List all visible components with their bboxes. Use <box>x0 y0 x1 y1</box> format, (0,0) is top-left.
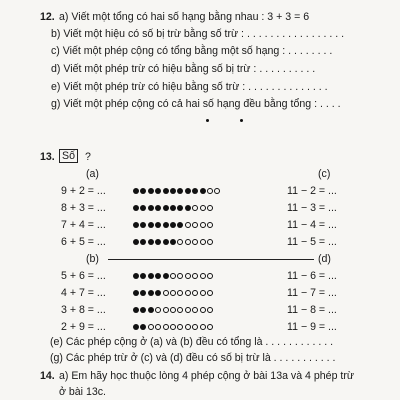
open-dot <box>185 273 191 279</box>
filled-dot <box>140 290 146 296</box>
open-dot <box>200 239 206 245</box>
filled-dot <box>163 188 169 194</box>
subtraction-equation: 11 − 5 = ... <box>287 236 337 248</box>
filled-dot <box>140 188 146 194</box>
filled-dot <box>148 290 154 296</box>
open-dot <box>200 290 206 296</box>
open-dot <box>214 188 220 194</box>
filled-dot <box>133 324 139 330</box>
q12-c: c) Viết một phép cộng có tổng bằng một số hạng : . . . . . . . . <box>51 45 333 57</box>
open-dot <box>207 205 213 211</box>
subtraction-equation: 11 − 3 = ... <box>287 202 337 214</box>
filled-dot <box>163 205 169 211</box>
filled-dot <box>140 222 146 228</box>
open-dot <box>155 307 161 313</box>
open-dot <box>177 273 183 279</box>
addition-equation: 7 + 4 = ... <box>61 219 106 231</box>
q12-d: d) Viết một phép trừ có hiệu bằng số bị trừ : . . . . . . . . . . <box>51 63 316 75</box>
open-dot <box>177 239 183 245</box>
counting-dots <box>133 287 213 299</box>
q12-a: a) Viết một tổng có hai số hạng bằng nhau : 3 + 3 = 6 <box>59 11 310 23</box>
filled-dot <box>155 239 161 245</box>
filled-dot <box>170 188 176 194</box>
q14-number: 14. <box>40 370 55 382</box>
open-dot <box>207 188 213 194</box>
open-dot <box>170 307 176 313</box>
q12-number: 12. <box>40 11 55 23</box>
counting-dots <box>133 270 213 282</box>
open-dot <box>170 273 176 279</box>
filled-dot <box>170 239 176 245</box>
subtraction-equation: 11 − 2 = ... <box>287 185 337 197</box>
subtraction-equation: 11 − 7 = ... <box>287 287 337 299</box>
open-dot <box>200 324 206 330</box>
open-dot <box>207 307 213 313</box>
filled-dot <box>200 188 206 194</box>
filled-dot <box>177 188 183 194</box>
open-dot <box>163 324 169 330</box>
filled-dot <box>148 222 154 228</box>
open-dot <box>192 205 198 211</box>
addition-equation: 2 + 9 = ... <box>61 321 106 333</box>
filled-dot <box>133 273 139 279</box>
filled-dot <box>148 188 154 194</box>
q12-g: g) Viết một phép cộng có cả hai số hạng đều bằng tổng : . . . . <box>51 98 341 110</box>
stray-dot <box>206 119 209 122</box>
filled-dot <box>155 273 161 279</box>
filled-dot <box>163 239 169 245</box>
open-dot <box>207 222 213 228</box>
counting-dots <box>133 219 213 231</box>
counting-dots <box>133 202 213 214</box>
subtraction-equation: 11 − 9 = ... <box>287 321 337 333</box>
filled-dot <box>133 290 139 296</box>
open-dot <box>163 307 169 313</box>
filled-dot <box>148 307 154 313</box>
open-dot <box>185 239 191 245</box>
open-dot <box>177 324 183 330</box>
filled-dot <box>133 239 139 245</box>
counting-dots <box>133 321 213 333</box>
open-dot <box>185 290 191 296</box>
filled-dot <box>148 239 154 245</box>
counting-dots <box>133 185 220 197</box>
filled-dot <box>177 222 183 228</box>
open-dot <box>207 290 213 296</box>
q13-g: (g) Các phép trừ ở (c) và (d) đều có số bị trừ là . . . . . . . . . . . <box>50 352 336 364</box>
group-label-d: (d) <box>318 253 331 265</box>
q12-e: e) Viết một phép trừ có hiệu bằng số trừ : . . . . . . . . . . . . . . <box>51 81 328 93</box>
counting-dots <box>133 236 213 248</box>
open-dot <box>155 324 161 330</box>
open-dot <box>177 307 183 313</box>
filled-dot <box>140 273 146 279</box>
counting-dots <box>133 304 213 316</box>
open-dot <box>170 324 176 330</box>
open-dot <box>192 273 198 279</box>
open-dot <box>200 205 206 211</box>
filled-dot <box>140 307 146 313</box>
filled-dot <box>140 205 146 211</box>
open-dot <box>207 273 213 279</box>
group-label-a: (a) <box>86 168 99 180</box>
open-dot <box>192 307 198 313</box>
open-dot <box>192 290 198 296</box>
filled-dot <box>140 324 146 330</box>
filled-dot <box>155 222 161 228</box>
addition-equation: 5 + 6 = ... <box>61 270 106 282</box>
open-dot <box>207 239 213 245</box>
q13-boxed-label: Số <box>59 149 78 163</box>
filled-dot <box>192 188 198 194</box>
filled-dot <box>133 222 139 228</box>
divider-line <box>108 259 314 260</box>
addition-equation: 4 + 7 = ... <box>61 287 106 299</box>
filled-dot <box>185 188 191 194</box>
filled-dot <box>140 239 146 245</box>
addition-equation: 9 + 2 = ... <box>61 185 106 197</box>
q13-number: 13. <box>40 151 55 163</box>
filled-dot <box>155 188 161 194</box>
open-dot <box>148 324 154 330</box>
q12-b: b) Viết một hiệu có số bị trừ bằng số trừ : . . . . . . . . . . . . . . . . . <box>51 28 345 40</box>
q14-line2: ở bài 13c. <box>59 386 106 398</box>
group-label-b: (b) <box>86 253 99 265</box>
filled-dot <box>155 205 161 211</box>
filled-dot <box>133 307 139 313</box>
filled-dot <box>133 188 139 194</box>
open-dot <box>185 324 191 330</box>
open-dot <box>177 290 183 296</box>
filled-dot <box>170 222 176 228</box>
filled-dot <box>148 273 154 279</box>
filled-dot <box>163 273 169 279</box>
addition-equation: 3 + 8 = ... <box>61 304 106 316</box>
filled-dot <box>148 205 154 211</box>
addition-equation: 6 + 5 = ... <box>61 236 106 248</box>
open-dot <box>192 324 198 330</box>
subtraction-equation: 11 − 8 = ... <box>287 304 337 316</box>
open-dot <box>185 307 191 313</box>
open-dot <box>170 290 176 296</box>
open-dot <box>207 324 213 330</box>
subtraction-equation: 11 − 4 = ... <box>287 219 337 231</box>
q14-line1: a) Em hãy học thuộc lòng 4 phép cộng ở bài 13a và 4 phép trừ <box>59 370 354 382</box>
open-dot <box>200 273 206 279</box>
filled-dot <box>163 222 169 228</box>
q13-question-mark: ? <box>85 151 91 163</box>
open-dot <box>200 307 206 313</box>
filled-dot <box>185 205 191 211</box>
stray-dot <box>240 119 243 122</box>
addition-equation: 8 + 3 = ... <box>61 202 106 214</box>
filled-dot <box>155 290 161 296</box>
open-dot <box>163 290 169 296</box>
open-dot <box>192 222 198 228</box>
open-dot <box>185 222 191 228</box>
subtraction-equation: 11 − 6 = ... <box>287 270 337 282</box>
q13-e: (e) Các phép cộng ở (a) và (b) đều có tổng là . . . . . . . . . . . . <box>50 336 334 348</box>
filled-dot <box>133 205 139 211</box>
group-label-c: (c) <box>318 168 331 180</box>
open-dot <box>200 222 206 228</box>
filled-dot <box>177 205 183 211</box>
filled-dot <box>170 205 176 211</box>
open-dot <box>192 239 198 245</box>
